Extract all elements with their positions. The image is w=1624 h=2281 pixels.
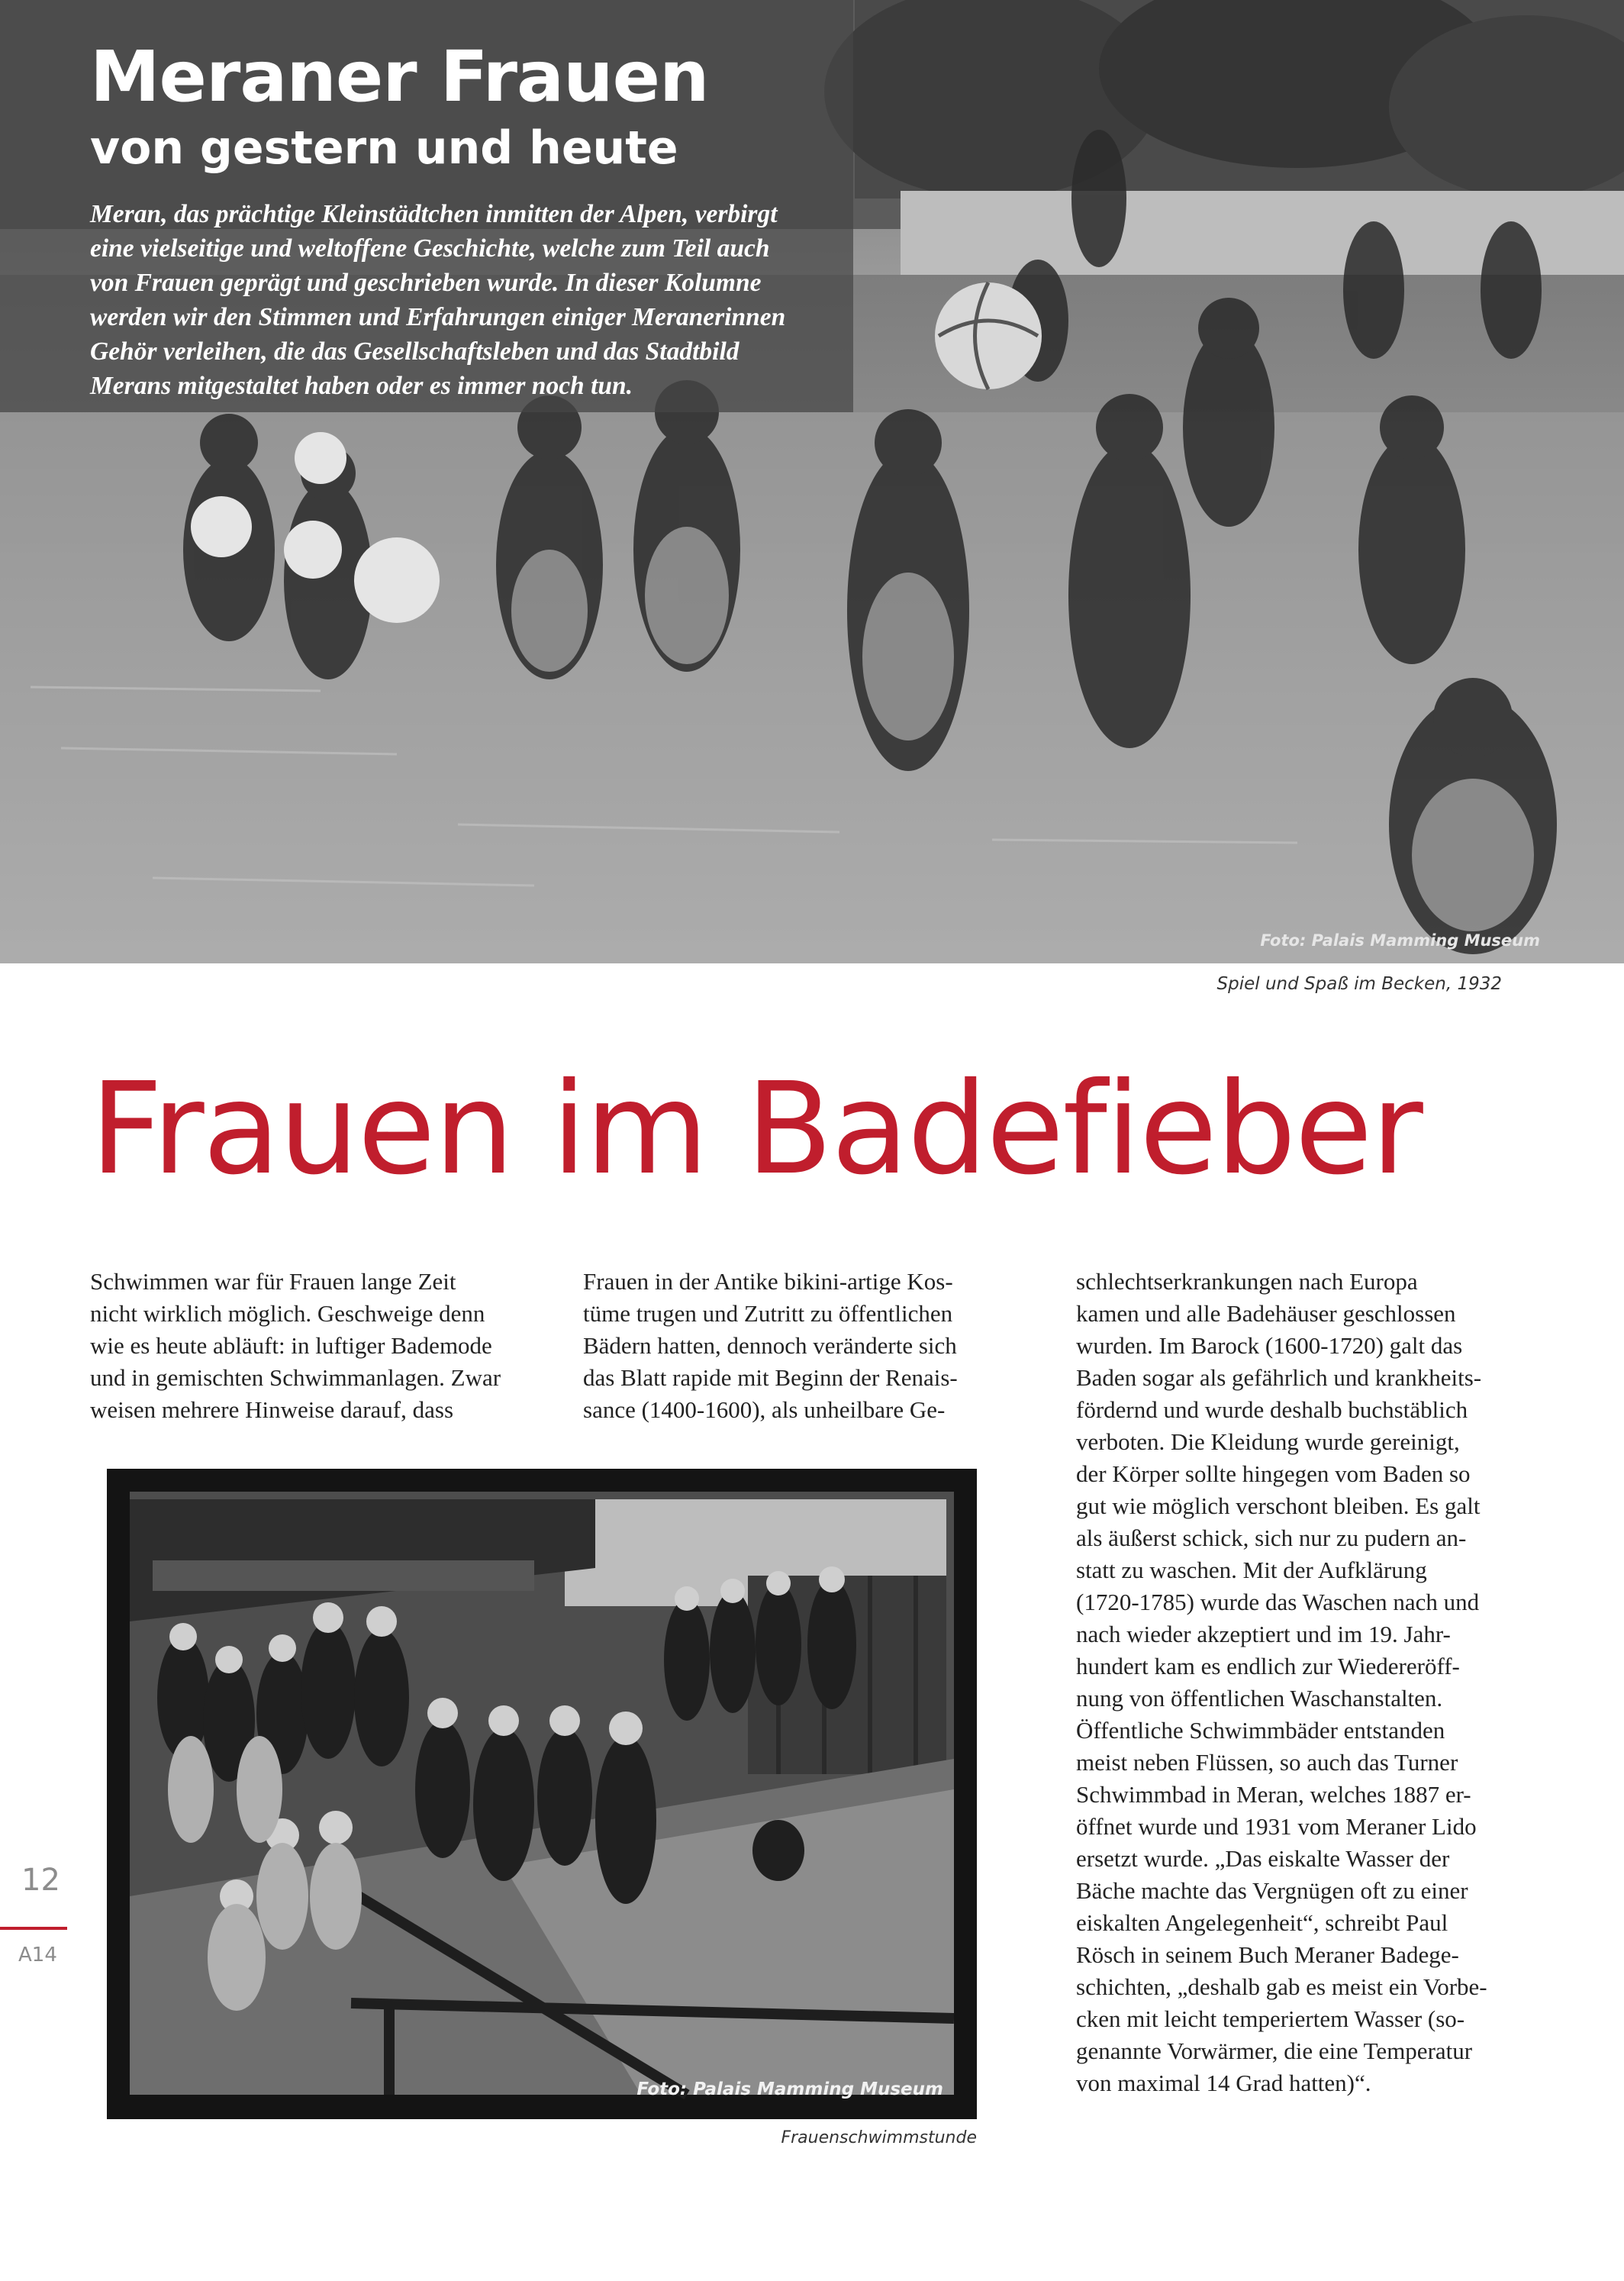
text-line: eiskalten Angelegenheit“, schreibt Paul [1076, 1909, 1448, 1936]
intro-line: Merans mitgestaltet haben oder es immer noch tun. [90, 372, 633, 400]
text-line: nung von öffentlichen Waschanstalten. [1076, 1685, 1443, 1712]
issue-code: A14 [18, 1944, 57, 1966]
page-accent-rule [0, 1927, 67, 1930]
text-line: öffnet wurde und 1931 vom Meraner Lido [1076, 1813, 1477, 1840]
text-line: wie es heute abläuft: in luftiger Bademode [90, 1332, 492, 1359]
women-swim-lesson-photo [107, 1469, 977, 2119]
text-line: genannte Vorwärmer, die eine Temperatur [1076, 2037, 1473, 2064]
text-line: nach wieder akzeptiert und im 19. Jahr- [1076, 1621, 1451, 1647]
text-line: Bäche machte das Vergnügen oft zu einer [1076, 1877, 1468, 1904]
text-line: Schwimmen war für Frauen lange Zeit [90, 1268, 456, 1295]
intro-line: Gehör verleihen, die das Gesellschaftsleben und das Stadtbild [90, 337, 740, 366]
text-line: schlechtserkrankungen nach Europa [1076, 1268, 1418, 1295]
text-line: kamen und alle Badehäuser geschlossen [1076, 1300, 1456, 1327]
photo2-caption: Frauenschwimmstunde [781, 2128, 977, 2147]
text-line: Bädern hatten, dennoch veränderte sich [583, 1332, 957, 1359]
intro-line: Meran, das prächtige Kleinstädtchen inmitten der Alpen, verbirgt [90, 200, 778, 228]
article-column-2 [583, 1266, 1018, 1426]
article-column-1 [90, 1266, 525, 1426]
text-line: tüme trugen und Zutritt zu öffentlichen [583, 1300, 953, 1327]
hero-photo-credit: Foto: Palais Mamming Museum [1260, 931, 1540, 950]
text-line: der Körper sollte hingegen vom Baden so [1076, 1460, 1471, 1487]
page-number: 12 [21, 1863, 60, 1898]
text-line: sance (1400-1600), als unheilbare Ge- [583, 1396, 946, 1423]
text-line: weisen mehrere Hinweise darauf, dass [90, 1396, 454, 1423]
text-line: nicht wirklich möglich. Geschweige denn [90, 1300, 485, 1327]
text-line: Schwimmbad in Meran, welches 1887 er- [1076, 1781, 1471, 1808]
photo2-credit: Foto: Palais Mamming Museum [636, 2079, 943, 2099]
text-line: Frauen in der Antike bikini-artige Kos- [583, 1268, 953, 1295]
text-line: Rösch in seinem Buch Meraner Badege- [1076, 1941, 1459, 1968]
intro-line: eine vielseitige und weltoffene Geschichte, welche zum Teil auch [90, 234, 770, 263]
text-line: (1720-1785) wurde das Waschen nach und [1076, 1589, 1480, 1615]
text-line: gut wie möglich verschont bleiben. Es galt [1076, 1492, 1481, 1519]
intro-line: werden wir den Stimmen und Erfahrungen einiger Meranerinnen [90, 303, 786, 331]
text-line: meist neben Flüssen, so auch das Turner [1076, 1749, 1458, 1776]
series-subtitle: von gestern und heute [90, 121, 678, 175]
text-line: Baden sogar als gefährlich und krankheits- [1076, 1364, 1482, 1391]
article-headline: Frauen im Badefieber [90, 1056, 1422, 1203]
text-line: fördernd und wurde deshalb buchstäblich [1076, 1396, 1468, 1423]
intro-line: von Frauen geprägt und geschrieben wurde. In dieser Kolumne [90, 269, 762, 297]
text-line: schichten, „deshalb gab es meist ein Vorbe- [1076, 1973, 1487, 2000]
series-title: Meraner Frauen [90, 36, 709, 118]
hero-photo [0, 0, 1624, 963]
text-line: das Blatt rapide mit Beginn der Renais- [583, 1364, 958, 1391]
text-line: und in gemischten Schwimmanlagen. Zwar [90, 1364, 501, 1391]
photo-image [107, 1469, 977, 2119]
text-line: wurden. Im Barock (1600-1720) galt das [1076, 1332, 1463, 1359]
text-line: hundert kam es endlich zur Wiedereröff- [1076, 1653, 1460, 1679]
series-intro [90, 197, 846, 403]
text-line: von maximal 14 Grad hatten)“. [1076, 2070, 1371, 2096]
text-line: verboten. Die Kleidung wurde gereinigt, [1076, 1428, 1460, 1455]
text-line: cken mit leicht temperiertem Wasser (so- [1076, 2005, 1465, 2032]
text-line: als äußerst schick, sich nur zu pudern an- [1076, 1524, 1467, 1551]
text-line: Öffentliche Schwimmbäder entstanden [1076, 1717, 1445, 1744]
hero-photo-caption: Spiel und Spaß im Becken, 1932 [1216, 974, 1502, 994]
text-line: statt zu waschen. Mit der Aufklärung [1076, 1557, 1427, 1583]
article-column-3 [1076, 1266, 1549, 2099]
text-line: ersetzt wurde. „Das eiskalte Wasser der [1076, 1845, 1450, 1872]
